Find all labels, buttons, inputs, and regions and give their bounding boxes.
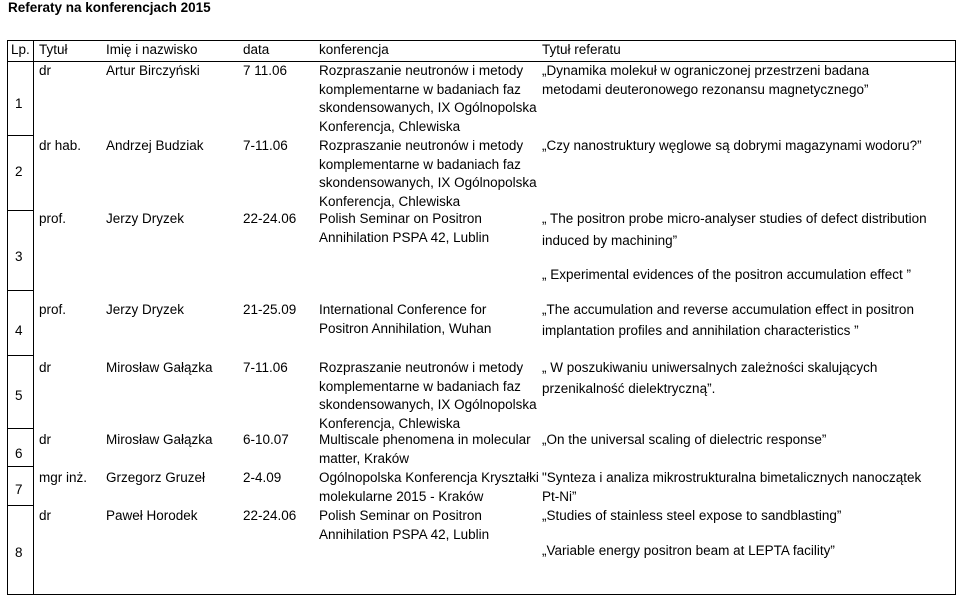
table-left-border xyxy=(7,40,8,595)
row-lp: 2 xyxy=(15,164,23,179)
lp-row-divider xyxy=(7,355,34,356)
row-referat-line: „Czy nanostruktury węglowe są dobrymi magazynami wodoru?” xyxy=(542,138,922,153)
row-name: Andrzej Budziak xyxy=(106,138,204,153)
header-data: data xyxy=(243,42,270,57)
row-conference-line: molekularne 2015 - Kraków xyxy=(319,488,484,504)
row-referat-line: Pt-Ni” xyxy=(542,489,577,504)
row-referat-line: „On the universal scaling of dielectric response” xyxy=(542,432,827,447)
row-lp: 4 xyxy=(15,323,23,338)
row-referat-line: „Studies of stainless steel expose to sandblasting” xyxy=(542,508,842,523)
row-referat-line: induced by machining” xyxy=(542,233,678,248)
header-tytul-referatu: Tytuł referatu xyxy=(542,42,621,57)
row-date: 21-25.09 xyxy=(243,302,297,317)
row-conference-line: skondensowanych, IX Ogólnopolska xyxy=(319,175,537,190)
row-tytul: dr xyxy=(39,63,52,78)
row-lp: 5 xyxy=(15,388,23,403)
row-date: 22-24.06 xyxy=(243,211,297,226)
row-lp: 8 xyxy=(15,545,23,560)
row-conference-line: Rozpraszanie neutronów i metody xyxy=(319,138,524,153)
header-konferencja: konferencja xyxy=(319,42,389,57)
row-date: 2-4.09 xyxy=(243,470,282,485)
lp-column-border xyxy=(33,40,34,595)
row-name: Artur Birczyński xyxy=(106,63,200,78)
lp-row-divider xyxy=(7,290,34,291)
lp-row-divider xyxy=(7,210,34,211)
lp-row-divider xyxy=(7,135,34,136)
row-date: 22-24.06 xyxy=(243,508,297,523)
row-conference-line: International Conference for xyxy=(319,302,487,317)
row-tytul: dr hab. xyxy=(39,138,82,153)
row-conference-line: Konferencja, Chlewiska xyxy=(319,118,461,134)
row-tytul: dr xyxy=(39,508,52,523)
row-conference-line: Konferencja, Chlewiska xyxy=(319,193,461,209)
row-referat-line: implantation profiles and annihilation characteristics ” xyxy=(542,323,859,338)
header-tytul: Tytuł xyxy=(39,42,68,57)
row-conference-line: komplementarne w badaniach faz xyxy=(319,378,521,394)
row-lp: 6 xyxy=(15,446,23,461)
row-conference-line: Ogólnopolska Konferencja Kryształki xyxy=(319,470,539,485)
row-conference-line: Polish Seminar on Positron xyxy=(319,211,482,226)
row-conference-line: komplementarne w badaniach faz xyxy=(319,81,521,97)
row-referat-line: „ W poszukiwaniu uniwersalnych zależności skalujących xyxy=(542,360,878,375)
row-conference-line: Polish Seminar on Positron xyxy=(319,508,482,523)
row-conference-line: Rozpraszanie neutronów i metody xyxy=(319,63,524,78)
row-conference-line: komplementarne w badaniach faz xyxy=(319,156,521,172)
row-tytul: dr xyxy=(39,360,52,375)
row-referat-line: metodami deuteronowego rezonansu magnetycznego” xyxy=(542,82,869,97)
row-referat-line: „ Experimental evidences of the positron accumulation effect ” xyxy=(542,267,911,282)
row-name: Mirosław Gałązka xyxy=(106,360,213,375)
table-right-border xyxy=(955,40,956,595)
row-referat-line: "Synteza i analiza mikrostrukturalna bimetalicznych nanoczątek xyxy=(542,470,922,485)
row-referat-line: przenikalność dielektryczną”. xyxy=(542,381,716,396)
row-date: 7 11.06 xyxy=(243,63,288,78)
row-date: 7-11.06 xyxy=(243,138,288,153)
row-tytul: prof. xyxy=(39,302,67,317)
row-conference-line: Multiscale phenomena in molecular xyxy=(319,432,531,447)
row-conference-line: skondensowanych, IX Ogólnopolska xyxy=(319,397,537,412)
row-conference-line: matter, Kraków xyxy=(319,450,410,466)
row-tytul: prof. xyxy=(39,211,67,226)
lp-row-divider xyxy=(7,466,34,467)
row-referat-line: „Variable energy positron beam at LEPTA facility” xyxy=(542,543,835,558)
row-conference-line: Rozpraszanie neutronów i metody xyxy=(319,360,524,375)
row-name: Grzegorz Gruzeł xyxy=(106,470,206,485)
row-referat-line: „ The positron probe micro-analyser studies of defect distribution xyxy=(542,211,927,226)
row-tytul: dr xyxy=(39,432,52,447)
row-referat-line: „The accumulation and reverse accumulation effect in positron xyxy=(542,302,914,317)
row-conference-line: Annihilation PSPA 42, Lublin xyxy=(319,229,490,245)
row-conference-line: Positron Annihilation, Wuhan xyxy=(319,320,492,336)
row-lp: 1 xyxy=(15,96,23,111)
row-referat-line: „Dynamika molekuł w ograniczonej przestrzeni badana xyxy=(542,63,870,78)
header-imie: Imię i nazwisko xyxy=(106,42,198,57)
row-tytul: mgr inż. xyxy=(39,470,88,485)
row-date: 6-10.07 xyxy=(243,432,289,447)
page-title: Referaty na konferencjach 2015 xyxy=(8,0,211,15)
lp-row-divider xyxy=(7,428,34,429)
row-conference-line: skondensowanych, IX Ogólnopolska xyxy=(319,100,537,115)
row-conference-line: Annihilation PSPA 42, Lublin xyxy=(319,526,490,542)
row-conference-line: Konferencja, Chlewiska xyxy=(319,415,461,431)
lp-row-divider xyxy=(7,505,34,506)
row-lp: 3 xyxy=(15,249,23,264)
row-lp: 7 xyxy=(15,482,23,497)
header-lp: Lp. xyxy=(11,42,30,57)
row-name: Jerzy Dryzek xyxy=(106,302,185,317)
row-date: 7-11.06 xyxy=(243,360,288,375)
row-name: Jerzy Dryzek xyxy=(106,211,185,226)
row-name: Mirosław Gałązka xyxy=(106,432,213,447)
row-name: Paweł Horodek xyxy=(106,508,198,523)
